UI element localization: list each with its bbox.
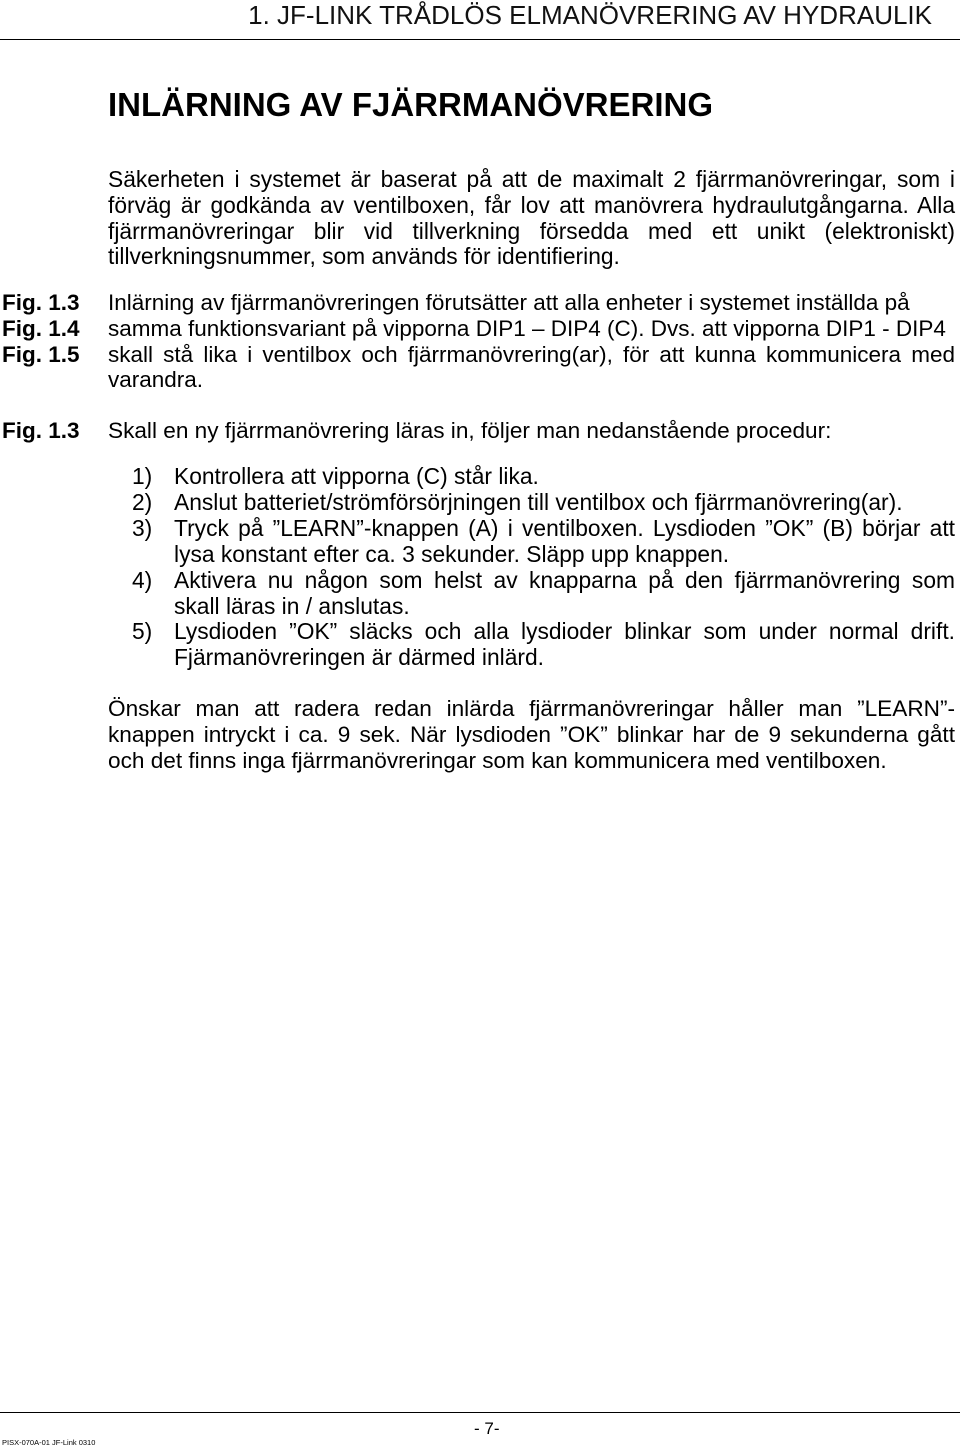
procedure-steps	[132, 464, 955, 671]
document-code: PISX-070A-01 JF-Link 0310	[2, 1438, 96, 1447]
step-text: Aktivera nu någon som helst av knapparna på den fjärrmanövrering som skall läras in / anslutas.	[174, 566, 955, 619]
figure-references	[2, 290, 102, 367]
header-rule	[0, 39, 960, 40]
procedure-intro: Skall en ny fjärrmanövrering läras in, följer man nedanstående procedur:	[108, 418, 832, 443]
step-text: Tryck på ”LEARN”-knappen (A) i ventilboxen. Lysdioden ”OK” (B) börjar att lysa konstant efter ca. 3 sekunder. Släpp upp knappen.	[174, 514, 955, 567]
figure-reference: Fig. 1.3	[2, 290, 80, 315]
procedure-step	[132, 619, 955, 671]
prerequisite-paragraph: Inlärning av fjärrmanövreringen förutsätter att alla enheter i systemet inställda på samma funktionsvariant på vipporna DIP1 – DIP4 (C). Dvs. att vipporna DIP1 - DIP4 skall stå lika i ventilbox och fjärrmanövrering(ar), för att kunna kommunicera med varandra.	[108, 290, 955, 393]
procedure-step	[132, 516, 955, 568]
intro-paragraph: Säkerheten i systemet är baserat på att de maximalt 2 fjärrmanövreringar, som i förväg är godkända av ventilboxen, får lov att manövrera hydraulutgångarna. Alla fjärrmanövreringar blir vid tillverkning försedda med ett unikt (elektroniskt) tillverkningsnummer, som används för identifiering.	[108, 166, 955, 270]
procedure-step	[132, 568, 955, 620]
step-number: 3)	[132, 514, 153, 541]
figure-reference: Fig. 1.4	[2, 315, 80, 341]
reset-paragraph: Önskar man att radera redan inlärda fjärrmanövreringar håller man ”LEARN”-knappen intryckt i ca. 9 sek. När lysdioden ”OK” blinkar har de 9 sekunderna gått och det finns inga fjärrmanövreringar som kan kommunicera med ventilboxen.	[108, 696, 955, 773]
footer-rule	[0, 1412, 960, 1413]
figure-reference: Fig. 1.5	[2, 341, 80, 367]
step-number: 2)	[132, 488, 153, 515]
section-title: INLÄRNING AV FJÄRRMANÖVRERING	[108, 86, 714, 123]
step-text: Lysdioden ”OK” släcks och alla lysdioder blinkar som under normal drift. Fjärmanövreringen är därmed inlärd.	[174, 618, 955, 671]
figure-references	[2, 418, 102, 444]
figure-reference: Fig. 1.3	[2, 418, 80, 443]
running-header: 1. JF-LINK TRÅDLÖS ELMANÖVRERING AV HYDRAULIK	[248, 0, 932, 30]
procedure-step	[132, 464, 955, 490]
step-number: 4)	[132, 566, 153, 593]
page-number: - 7-	[474, 1419, 500, 1438]
step-number: 5)	[132, 618, 153, 645]
step-text: Kontrollera att vipporna (C) står lika.	[174, 463, 539, 489]
step-text: Anslut batteriet/strömförsörjningen till ventilbox och fjärrmanövrering(ar).	[174, 488, 903, 515]
procedure-step	[132, 490, 955, 516]
step-number: 1)	[132, 463, 153, 489]
